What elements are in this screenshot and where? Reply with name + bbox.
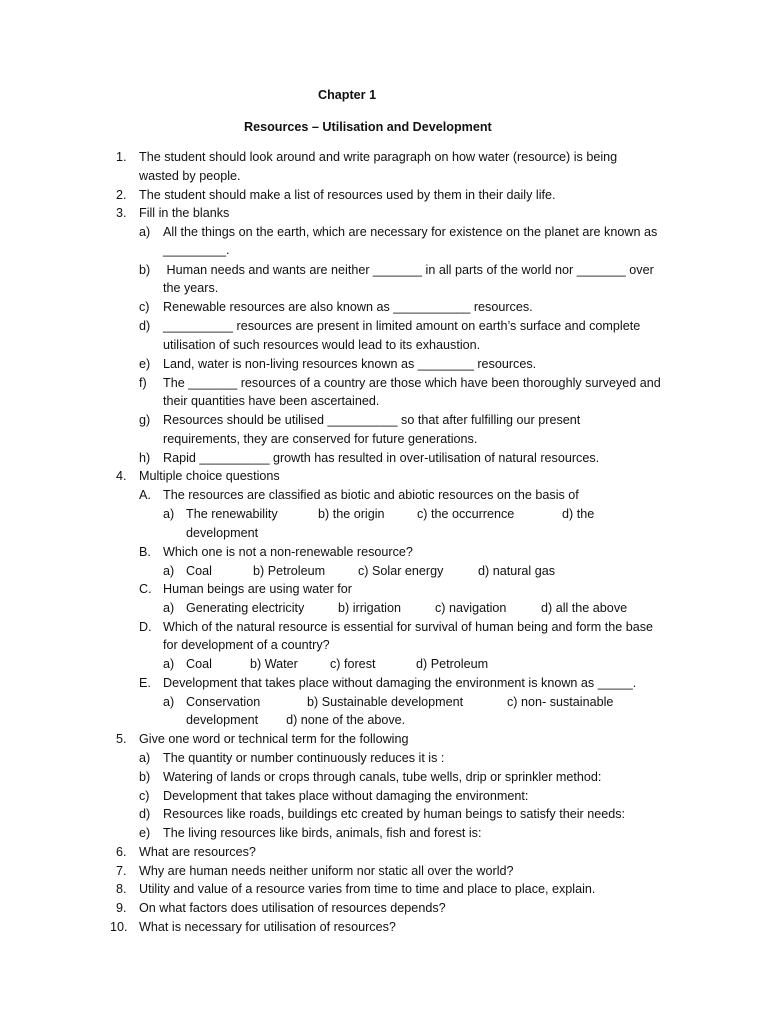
question-text: The student should look around and write paragraph on how water (resource) is being (139, 150, 618, 164)
mcq-option: c) navigation (435, 601, 507, 615)
mcq-option: Coal (186, 564, 212, 578)
mcq-option-label: a) (163, 601, 175, 615)
fill-blank-item: their quantities have been ascertained. (163, 394, 380, 408)
page-title: Chapter 1 (318, 88, 377, 102)
sub-question-label: b) (139, 770, 151, 784)
sub-question-label: e) (139, 357, 151, 371)
term-item: The quantity or number continuously reduces it is : (163, 751, 445, 765)
mcq-question: Development that takes place without damaging the environment is known as _____. (163, 676, 637, 690)
mcq-option: The renewability (186, 507, 278, 521)
mcq-question: Which one is not a non-renewable resource? (163, 545, 413, 559)
fill-blank-item: Human needs and wants are neither _______ in all parts of the world nor _______ over (163, 263, 654, 277)
mcq-option: Conservation (186, 695, 261, 709)
mcq-option: c) non- sustainable (507, 695, 614, 709)
mcq-option: d) all the above (541, 601, 628, 615)
mcq-question: The resources are classified as biotic and abiotic resources on the basis of (163, 488, 579, 502)
fill-blank-item: __________ resources are present in limited amount on earth’s surface and complete (163, 319, 641, 333)
sub-question-label: a) (139, 225, 151, 239)
question-text: Why are human needs neither uniform nor static all over the world? (139, 864, 514, 878)
question-text: Multiple choice questions (139, 469, 280, 483)
sub-question-label: a) (139, 751, 151, 765)
question-text: What are resources? (139, 845, 256, 859)
mcq-label: D. (139, 620, 152, 634)
question-number: 4. (116, 469, 127, 483)
sub-question-label: g) (139, 413, 151, 427)
mcq-label: E. (139, 676, 151, 690)
fill-blank-item: _________. (163, 243, 230, 257)
mcq-option: b) the origin (318, 507, 385, 521)
term-item: Watering of lands or crops through canals, tube wells, drip or sprinkler method: (163, 770, 602, 784)
mcq-option: d) the (562, 507, 595, 521)
mcq-option: b) Sustainable development (307, 695, 464, 709)
page-subtitle: Resources – Utilisation and Development (244, 120, 492, 134)
question-number: 6. (116, 845, 127, 859)
mcq-option-continued: development d) none of the above. (186, 713, 406, 727)
fill-blank-item: Renewable resources are also known as ___________ resources. (163, 300, 533, 314)
fill-blank-item: Resources should be utilised __________ so that after fulfilling our present (163, 413, 581, 427)
mcq-question: Human beings are using water for (163, 582, 353, 596)
mcq-label: C. (139, 582, 152, 596)
mcq-option: d) Petroleum (416, 657, 489, 671)
fill-blank-item: All the things on the earth, which are necessary for existence on the planet are known as (163, 225, 658, 239)
sub-question-label: c) (139, 300, 150, 314)
mcq-option: Coal (186, 657, 212, 671)
fill-blank-item: the years. (163, 281, 219, 295)
question-text: What is necessary for utilisation of resources? (139, 920, 396, 934)
question-number: 7. (116, 864, 127, 878)
mcq-option: Generating electricity (186, 601, 305, 615)
sub-question-label: d) (139, 319, 151, 333)
question-number: 5. (116, 732, 127, 746)
fill-blank-item: Rapid __________ growth has resulted in over-utilisation of natural resources. (163, 451, 600, 465)
sub-question-label: c) (139, 789, 150, 803)
mcq-option: b) Petroleum (253, 564, 326, 578)
mcq-option-label: a) (163, 695, 175, 709)
mcq-option: b) irrigation (338, 601, 401, 615)
term-item: The living resources like birds, animals, fish and forest is: (163, 826, 482, 840)
mcq-label: B. (139, 545, 151, 559)
question-number: 9. (116, 901, 127, 915)
fill-blank-item: utilisation of such resources would lead to its exhaustion. (163, 338, 481, 352)
sub-question-label: e) (139, 826, 151, 840)
term-item: Development that takes place without damaging the environment: (163, 789, 529, 803)
mcq-option: c) forest (330, 657, 376, 671)
mcq-option-label: a) (163, 507, 175, 521)
question-text: Fill in the blanks (139, 206, 230, 220)
sub-question-label: f) (139, 376, 147, 390)
mcq-option-label: a) (163, 657, 175, 671)
question-text: Give one word or technical term for the following (139, 732, 409, 746)
sub-question-label: d) (139, 807, 151, 821)
question-text: Utility and value of a resource varies from time to time and place to place, explain. (139, 882, 596, 896)
question-text: The student should make a list of resources used by them in their daily life. (139, 188, 556, 202)
sub-question-label: h) (139, 451, 151, 465)
question-number: 3. (116, 206, 127, 220)
sub-question-label: b) (139, 263, 151, 277)
question-number: 1. (116, 150, 127, 164)
term-item: Resources like roads, buildings etc created by human beings to satisfy their needs: (163, 807, 626, 821)
question-text: wasted by people. (139, 169, 241, 183)
mcq-question: Which of the natural resource is essential for survival of human being and form the base (163, 620, 654, 634)
mcq-option: b) Water (250, 657, 298, 671)
mcq-label: A. (139, 488, 151, 502)
mcq-option: d) natural gas (478, 564, 556, 578)
fill-blank-item: Land, water is non-living resources known as ________ resources. (163, 357, 537, 371)
question-number: 2. (116, 188, 127, 202)
fill-blank-item: requirements, they are conserved for future generations. (163, 432, 478, 446)
question-number: 8. (116, 882, 127, 896)
question-number: 10. (110, 920, 128, 934)
mcq-option-label: a) (163, 564, 175, 578)
mcq-question: for development of a country? (163, 638, 330, 652)
mcq-option: c) Solar energy (358, 564, 444, 578)
mcq-option-continued: development (186, 526, 259, 540)
question-text: On what factors does utilisation of resources depends? (139, 901, 446, 915)
fill-blank-item: The _______ resources of a country are those which have been thoroughly surveyed and (163, 376, 661, 390)
mcq-option: c) the occurrence (417, 507, 515, 521)
